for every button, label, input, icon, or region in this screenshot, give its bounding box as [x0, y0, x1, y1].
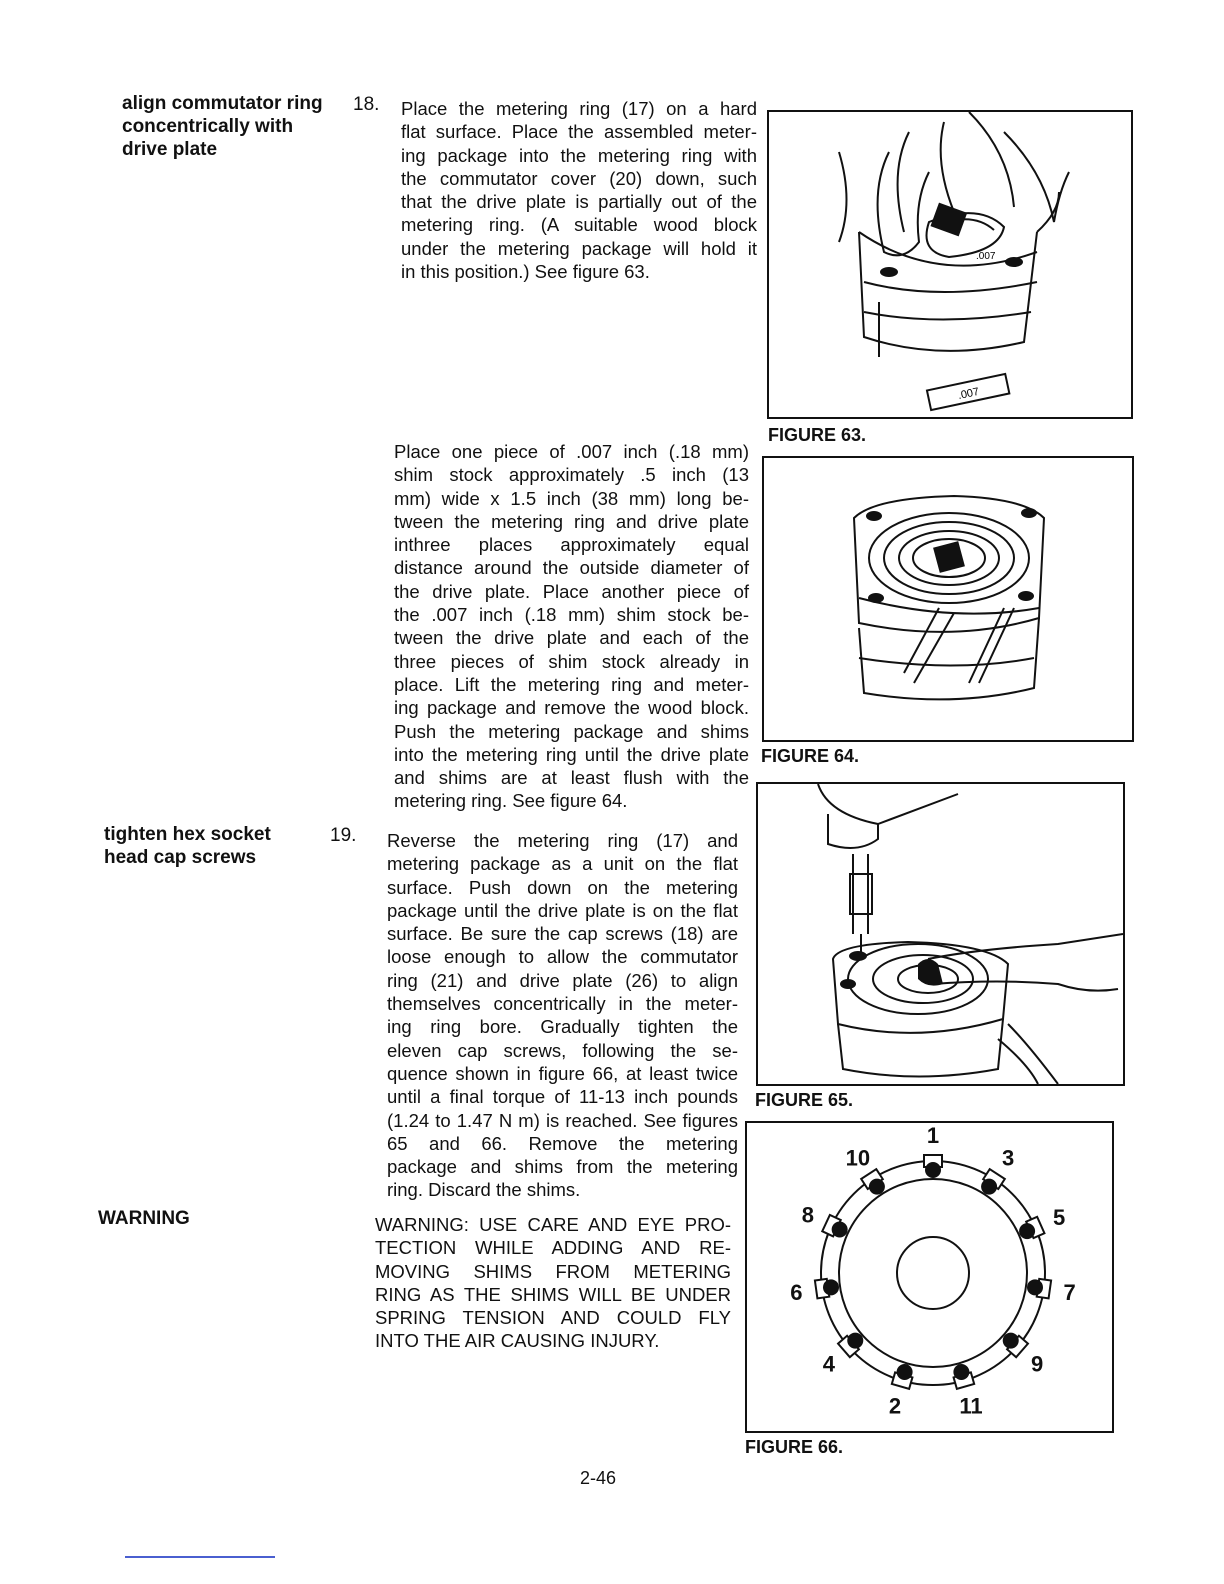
- figure-66: [745, 1121, 1114, 1433]
- figure-63-illustration: [769, 112, 1131, 417]
- shim-label: .007: [956, 385, 981, 403]
- text-line: metering package as a unit on the flat: [387, 853, 738, 875]
- step18-paragraph-2: [394, 440, 749, 813]
- side-heading-line: head cap screws: [104, 847, 257, 868]
- text-line: into the metering ring until the drive plate: [394, 743, 749, 765]
- text-line: INTO THE AIR CAUSING INJURY.: [375, 1330, 660, 1352]
- text-line: ring (21) and drive plate (26) to align: [387, 969, 738, 991]
- text-line: MOVING SHIMS FROM METERING: [375, 1260, 731, 1282]
- text-line: flat surface. Place the assembled meter-: [401, 121, 757, 143]
- bolt-sequence-label: 8: [801, 1202, 815, 1228]
- text-line: shim stock approximately .5 inch (13: [394, 464, 749, 486]
- step19-side-heading: [104, 823, 271, 869]
- text-line: mm) wide x 1.5 inch (38 mm) long be-: [394, 487, 749, 509]
- warning-paragraph: [375, 1213, 731, 1353]
- text-line: ing package and remove the wood block.: [394, 697, 749, 719]
- text-line: surface. Be sure the cap screws (18) are: [387, 923, 738, 945]
- text-line: inthree places approximately equal: [394, 534, 749, 556]
- step19-number: 19.: [330, 825, 357, 846]
- figure-64-illustration: [764, 458, 1132, 740]
- bolt-hole-7: [1027, 1279, 1043, 1295]
- metering-ring-inner-outline: [839, 1179, 1027, 1367]
- text-line: package until the drive plate is on the flat: [387, 899, 738, 921]
- bolt-sequence-label: 5: [1052, 1204, 1066, 1230]
- bolt-hole-6: [823, 1279, 839, 1295]
- step18-number: 18.: [353, 94, 380, 115]
- text-line: distance around the outside diameter of: [394, 557, 749, 579]
- bolt-hole-8: [832, 1221, 848, 1237]
- warning-side-heading: WARNING: [98, 1208, 190, 1229]
- text-line: Push the metering package and shims: [394, 720, 749, 742]
- text-line: quence shown in figure 66, at least twice: [387, 1062, 738, 1084]
- side-heading-line: tighten hex socket: [104, 824, 271, 845]
- text-line: until a final torque of 11-13 inch pounds: [387, 1086, 738, 1108]
- step19-paragraph: [387, 829, 738, 1202]
- figure-65-caption: FIGURE 65.: [755, 1090, 854, 1110]
- text-line: eleven cap screws, following the se-: [387, 1039, 738, 1061]
- text-line: SPRING TENSION AND COULD FLY: [375, 1307, 731, 1329]
- text-line: under the metering package will hold it: [401, 237, 757, 259]
- text-line: ing ring bore. Gradually tighten the: [387, 1016, 738, 1038]
- bolt-hole-1: [925, 1162, 941, 1178]
- step18-side-heading: [122, 92, 323, 161]
- text-line: RING AS THE SHIMS WILL BE UNDER: [375, 1283, 731, 1305]
- text-line: metering ring. See figure 64.: [394, 790, 628, 812]
- text-line: the drive plate. Place another piece of: [394, 580, 749, 602]
- bolt-sequence-label: 1: [926, 1123, 940, 1148]
- text-line: surface. Push down on the metering: [387, 876, 738, 898]
- bolt-sequence-label: 4: [822, 1351, 835, 1377]
- figure-66-bolt-sequence-diagram: [747, 1123, 1112, 1431]
- bolt-hole-4: [847, 1333, 863, 1349]
- text-line: the commutator cover (20) down, such: [401, 167, 757, 189]
- text-line: that the drive plate is partially out of the: [401, 191, 757, 213]
- step18-paragraph-1: [401, 97, 757, 283]
- figure-65-illustration: [758, 784, 1123, 1084]
- text-line: themselves concentrically in the meter-: [387, 993, 738, 1015]
- scan-artifact-line: [125, 1556, 275, 1558]
- text-line: ring. Discard the shims.: [387, 1179, 581, 1201]
- text-line: loose enough to allow the commutator: [387, 946, 738, 968]
- side-heading-line: concentrically with: [122, 116, 294, 137]
- bolt-hole-2: [897, 1364, 913, 1380]
- bolt-sequence-label: 9: [1031, 1351, 1044, 1377]
- gauge-label: .007: [976, 251, 996, 262]
- text-line: Reverse the metering ring (17) and: [387, 830, 738, 851]
- bolt-hole-9: [1003, 1333, 1019, 1349]
- text-line: Place the metering ring (17) on a hard: [401, 98, 757, 119]
- text-line: three pieces of shim stock already in: [394, 650, 749, 672]
- text-line: place. Lift the metering ring and meter-: [394, 673, 749, 695]
- text-line: Place one piece of .007 inch (.18 mm): [394, 441, 749, 462]
- page-number: 2-46: [580, 1468, 617, 1488]
- text-line: ing package into the metering ring with: [401, 144, 757, 166]
- bolt-hole-11: [953, 1364, 969, 1380]
- text-line: TECTION WHILE ADDING AND RE-: [375, 1237, 731, 1259]
- text-line: in this position.) See figure 63.: [401, 261, 650, 283]
- figure-63: [767, 110, 1133, 419]
- text-line: the .007 inch (.18 mm) shim stock be-: [394, 604, 749, 626]
- center-bore: [897, 1237, 969, 1309]
- side-heading-line: drive plate: [122, 139, 218, 160]
- figure-66-caption: FIGURE 66.: [745, 1437, 844, 1457]
- text-line: WARNING: USE CARE AND EYE PRO-: [375, 1214, 731, 1235]
- bolt-sequence-label: 11: [959, 1393, 983, 1419]
- bolt-sequence-label: 2: [888, 1393, 902, 1419]
- text-line: 65 and 66. Remove the metering: [387, 1132, 738, 1154]
- bolt-sequence-label: 6: [790, 1280, 803, 1306]
- side-heading-line: align commutator ring: [122, 93, 323, 114]
- text-line: package and shims from the metering: [387, 1156, 738, 1178]
- figure-64: [762, 456, 1134, 742]
- text-line: and shims are at least flush with the: [394, 767, 749, 789]
- bolt-sequence-label: 3: [1002, 1145, 1015, 1171]
- figure-65: [756, 782, 1125, 1086]
- text-line: tween the metering ring and drive plate: [394, 510, 749, 532]
- text-line: tween the drive plate and each of the: [394, 627, 749, 649]
- bolt-sequence-label: 7: [1063, 1280, 1076, 1306]
- text-line: (1.24 to 1.47 N m) is reached. See figures: [387, 1109, 738, 1131]
- bolt-hole-5: [1019, 1223, 1035, 1239]
- figure-63-caption: FIGURE 63.: [768, 425, 867, 445]
- bolt-sequence-label: 10: [845, 1145, 871, 1171]
- bolt-hole-3: [981, 1179, 997, 1195]
- text-line: metering ring. (A suitable wood block: [401, 214, 757, 236]
- bolt-hole-10: [869, 1179, 885, 1195]
- figure-64-caption: FIGURE 64.: [761, 746, 860, 766]
